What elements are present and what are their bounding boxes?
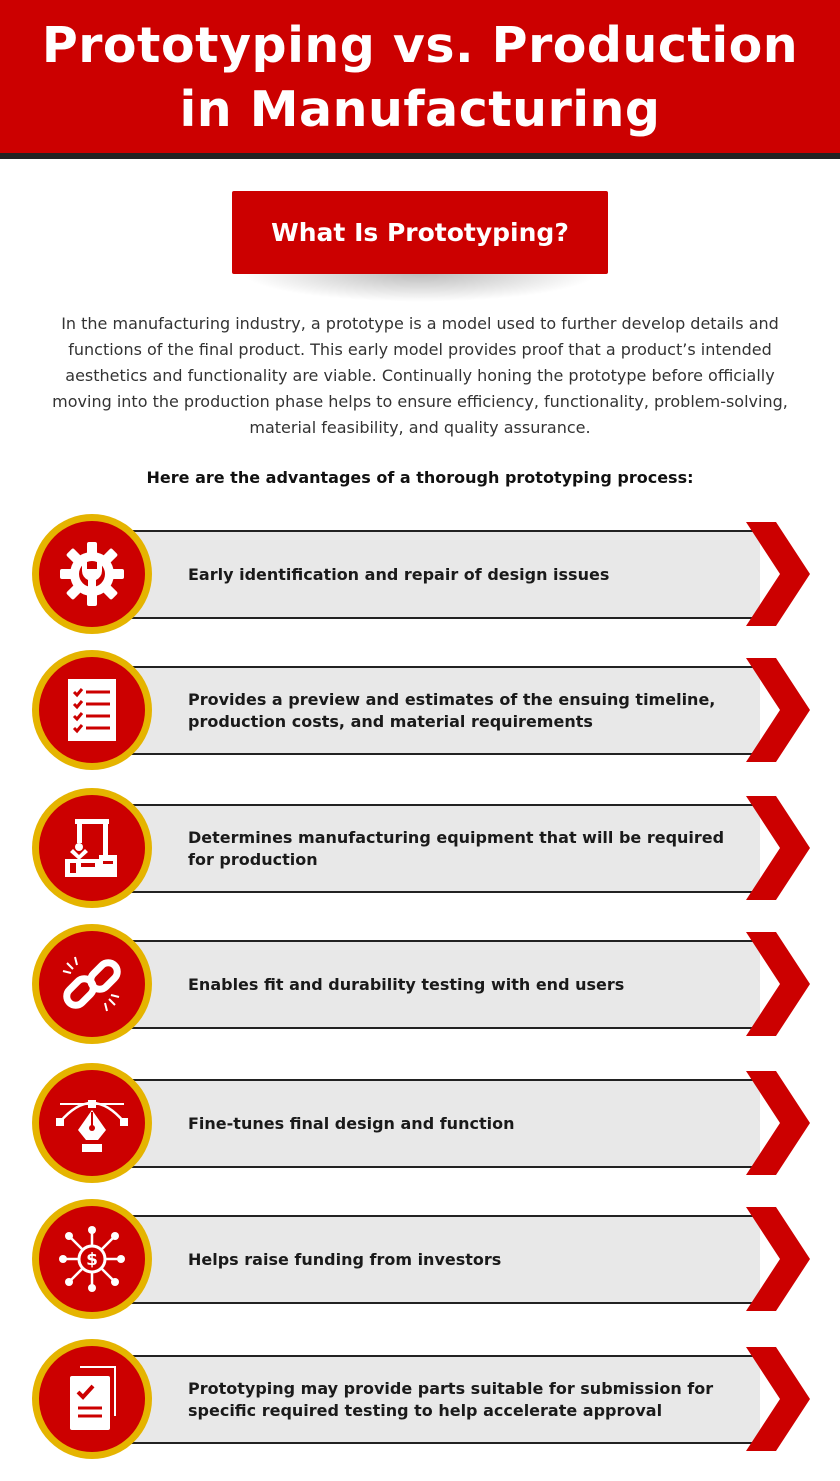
header-banner xyxy=(0,0,840,159)
advantage-text: Early identification and repair of design issues xyxy=(188,564,610,584)
advantage-text: Determines manufacturing equipment that will be required for production xyxy=(188,827,725,869)
advantage-text: Prototyping may provide parts suitable for submission for specific required testing to help accelerate approval xyxy=(188,1378,714,1420)
chevron-right-icon xyxy=(742,792,812,904)
page-title xyxy=(0,0,840,142)
advantage-row xyxy=(0,650,840,770)
chevron-right-icon xyxy=(742,1067,812,1179)
gear-wrench-icon xyxy=(57,539,127,609)
advantage-row xyxy=(0,1063,840,1183)
dollar-network-icon xyxy=(56,1223,128,1295)
advantage-text: Provides a preview and estimates of the ensuing timeline, production costs, and material requirements xyxy=(188,689,716,731)
advantage-icon-badge xyxy=(32,924,152,1044)
advantage-icon-badge xyxy=(32,1339,152,1459)
advantage-icon-badge xyxy=(32,650,152,770)
section-title: What Is Prototyping? xyxy=(232,191,608,274)
title-line-2: in Manufacturing xyxy=(179,81,661,138)
section-title-shadow xyxy=(240,272,600,302)
chevron-right-icon xyxy=(742,654,812,766)
chevron-right-icon xyxy=(742,1203,812,1315)
factory-machine-icon xyxy=(57,813,127,883)
pen-tool-icon xyxy=(54,1088,130,1158)
advantage-row xyxy=(0,788,840,908)
advantage-row xyxy=(0,1199,840,1319)
advantages-lead: Here are the advantages of a thorough prototyping process: xyxy=(146,468,694,487)
advantage-text: Fine-tunes final design and function xyxy=(188,1113,515,1133)
advantage-icon-badge xyxy=(32,514,152,634)
checklist-icon xyxy=(62,675,122,745)
chevron-right-icon xyxy=(742,928,812,1040)
chevron-right-icon xyxy=(742,518,812,630)
documents-check-icon xyxy=(62,1364,122,1434)
advantage-icon-badge xyxy=(32,788,152,908)
advantage-icon-badge xyxy=(32,1199,152,1319)
advantage-row xyxy=(0,514,840,634)
advantage-text: Enables fit and durability testing with end users xyxy=(188,974,625,994)
svg-text:$: $ xyxy=(86,1250,98,1270)
chevron-right-icon xyxy=(742,1343,812,1455)
advantage-text: Helps raise funding from investors xyxy=(188,1249,502,1269)
advantage-icon-badge xyxy=(32,1063,152,1183)
chain-link-icon xyxy=(57,949,127,1019)
intro-paragraph: In the manufacturing industry, a prototype is a model used to further develop details and functions of the final product. This early model provides proof that a product’s intended aesthetics and functionality are viable. Continually honing the prototype before officially moving into the production phase helps to ensure efficiency, functionality, problem-solving, material feasibility, and quality assurance. xyxy=(52,314,788,437)
advantage-row xyxy=(0,924,840,1044)
title-line-1: Prototyping vs. Production xyxy=(41,17,799,74)
advantage-row xyxy=(0,1339,840,1459)
